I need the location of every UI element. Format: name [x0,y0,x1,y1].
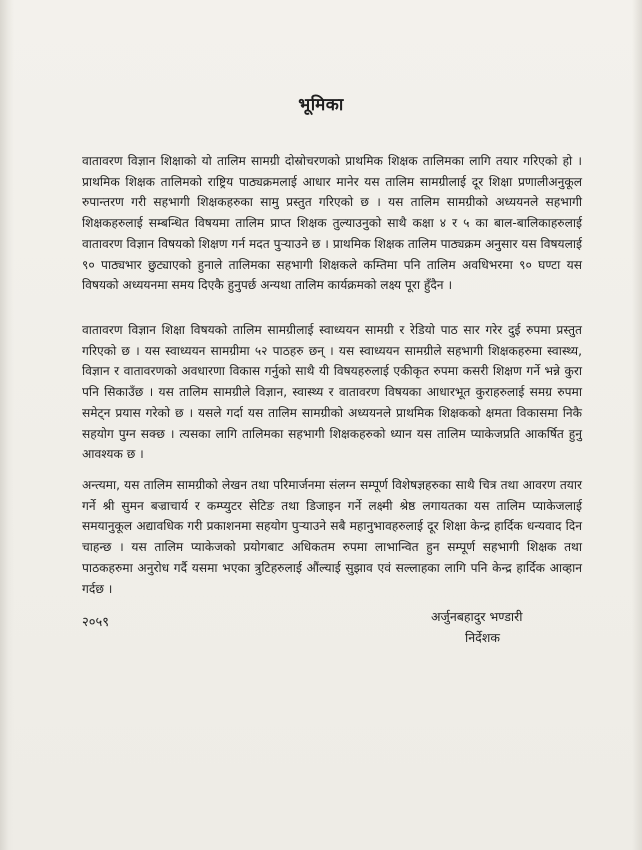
page-edge-shadow-right [632,0,642,850]
paragraph-acknowledgement: अन्त्यमा, यस तालिम सामग्रीको लेखन तथा परिमार्जनमा संलग्न सम्पूर्ण विशेषज्ञहरुका साथै चित्र तथा आवरण तयार गर्ने श्री सुमन बज्राचार्य र कम्प्युटर सेटिङ तथा डिजाइन गर्ने लक्ष्मी श्रेष्ठ लगायतका यस तालिम प्याकेजलाई समयानुकूल अद्यावधिक गरी प्रकाशनमा सहयोग पुऱ्याउने सबै महानुभावहरुलाई दूर शिक्षा केन्द्र हार्दिक धन्यवाद दिन चाहन्छ । यस तालिम प्याकेजको प्रयोगबाट अधिकतम रुपमा लाभान्वित हुन सम्पूर्ण सहभागी शिक्षक तथा पाठकहरुमा अनुरोध गर्दै यसमा भएका त्रुटिहरुलाई औंल्याई सुझाव एवं सल्लाहका लागि पनि केन्द्र हार्दिक आव्हान गर्दछ । [82,478,582,596]
paragraph-materials: वातावरण विज्ञान शिक्षा विषयको तालिम सामग्रीलाई स्वाध्ययन सामग्री र रेडियो पाठ सार गरेर दुई रुपमा प्रस्तुत गरिएको छ । यस स्वाध्ययन सामग्रीमा ५२ पाठहरु छन् । यस स्वाध्ययन सामग्रीले सहभागी शिक्षकहरुमा स्वास्थ्य, विज्ञान र वातावरणको अवधारणा विकास गर्नुको साथै यी विषयहरुलाई एकीकृत रुपमा कसरी शिक्षण गर्ने भन्ने कुरा पनि सिकाउँछ । यस तालिम सामग्रीले विज्ञान, स्वास्थ्य र वातावरण विषयका आधारभूत कुराहरुलाई समग्र रुपमा समेट्न प्रयास गरेको छ । यसले गर्दा यस तालिम सामग्रीको अध्ययनले प्राथमिक शिक्षकको क्षमता विकासमा निकै सहयोग पुग्न सक्छ । त्यसका लागि तालिमका सहभागी शिक्षकहरुको ध्यान यस तालिम प्याकेजप्रति आकर्षित हुनु आवश्यक छ । [82,323,582,462]
page-title: भूमिका [298,95,344,115]
page-edge-shadow-left [0,0,14,850]
signatory-name: अर्जुनबहादुर भण्डारी [431,609,523,624]
paragraph-introduction: वातावरण विज्ञान शिक्षाको यो तालिम सामग्री दोस्रोचरणको प्राथमिक शिक्षक तालिमका लागि तयार गरिएको हो । प्राथमिक शिक्षक तालिमको राष्ट्रिय पाठ्यक्रमलाई आधार मानेर यस तालिम सामग्रीलाई दूर शिक्षा प्रणालीअनुकूल रुपान्तरण गरी सहभागी शिक्षकहरुका सामु प्रस्तुत गरिएको छ । यस तालिम सामग्रीको अध्ययनले सहभागी शिक्षकहरुलाई सम्बन्धित विषयमा तालिम प्राप्त शिक्षक तुल्याउनुको साथै कक्षा ४ र ५ का बाल-बालिकाहरुलाई वातावरण विज्ञान विषयको शिक्षण गर्न मदत पुऱ्याउने छ । प्राथमिक शिक्षक तालिम पाठ्यक्रम अनुसार यस विषयलाई ९० पाठ्यभार छुट्याएको हुनाले तालिमका सहभागी शिक्षकले कम्तिमा पनि तालिम अवधिभरमा ९० घण्टा यस विषयको अध्ययनमा समय दिएकै हुनुपर्छ अन्यथा तालिम कार्यक्रमको लक्ष्य पूरा हुँदैन । [82,154,582,293]
signatory-title: निर्देशक [465,630,500,645]
year: २०५९ [82,615,110,630]
